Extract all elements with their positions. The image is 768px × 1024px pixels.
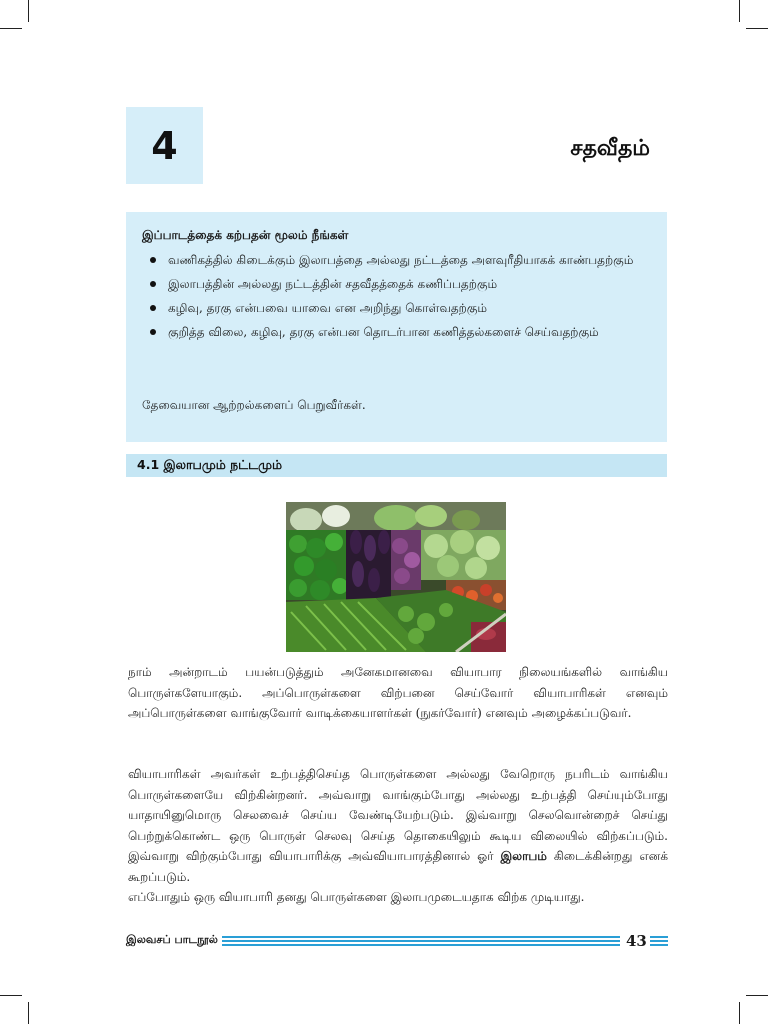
objective-item	[148, 272, 655, 296]
objective-text: கழிவு, தரகு என்பவை யாவை என அறிந்து கொள்வதற்கும்	[168, 301, 488, 315]
paragraph: நாம் அன்றாடம் பயன்படுத்தும் அனேகமானவை வியாபார நிலையங்களில் வாங்கிய பொருள்களேயாகும். அப்பொருள்களை விற்பனை செய்வோர் வியாபாரிகள் எனவும் அப்பொருள்களை வாங்குவோர் வாடிக்கையாளர்கள் (நுகர்வோர்) எனவும் அழைக்கப்படுவர்.	[128, 665, 668, 720]
footer-decoration	[222, 936, 620, 948]
page-number-decoration	[650, 936, 668, 948]
bold-term: இலாபம்	[500, 849, 547, 863]
chapter-title: சதவீதம்	[570, 136, 650, 161]
crop-mark	[746, 28, 768, 29]
crop-mark	[28, 0, 29, 22]
page-number: 43	[626, 932, 647, 950]
chapter-number: 4	[151, 123, 178, 168]
bullet-icon	[150, 257, 156, 263]
bullet-icon	[150, 281, 156, 287]
paragraph-text: கிடைக்கின்றது எனக் கூறப்படும்.	[128, 849, 668, 884]
paragraph-text: வியாபாரிகள் அவர்கள் உற்பத்திசெய்த பொருள்களை அல்லது வேறொரு நபரிடம் வாங்கிய பொருள்களையே விற்கின்றனர். அவ்வாறு வாங்கும்போது அல்லது உற்பத்தி செய்யும்போது யாதாயினுமொரு செலவைச் செய்ய வேண்டியேற்படும். இவ்வாறு செலவொன்றைச் செய்து பெற்றுக்கொண்ட ஒரு பொருள் செலவு செய்த தொகையிலும் கூடிய விலையில் விற்கப்படும். இவ்வாறு விற்கும்போது வியாபாரிக்கு அவ்வியாபாரத்தினால் ஓர்	[128, 767, 668, 863]
crop-mark	[739, 0, 740, 22]
crop-mark	[0, 995, 22, 996]
objective-text: வணிகத்தில் கிடைக்கும் இலாபத்தை அல்லது நட்டத்தை அளவுரீதியாகக் காண்பதற்கும்	[168, 253, 634, 267]
crop-mark	[28, 1002, 29, 1024]
objective-item	[148, 320, 655, 344]
crop-mark	[739, 1002, 740, 1024]
objective-text: இலாபத்தின் அல்லது நட்டத்தின் சதவீதத்தைக் கணிப்பதற்கும்	[168, 277, 498, 291]
vegetable-market-photo	[286, 502, 506, 652]
objective-text: குறித்த விலை, கழிவு, தரகு என்பன தொடர்பான கணித்தல்களைச் செய்வதற்கும்	[168, 325, 599, 339]
paragraph-text: எப்போதும் ஒரு வியாபாரி தனது பொருள்களை இலாபமுடையதாக விற்க முடியாது.	[128, 890, 585, 904]
bullet-icon	[150, 329, 156, 335]
footer-label: இலவசப் பாடநூல்	[126, 933, 218, 946]
bullet-icon	[150, 305, 156, 311]
chapter-number-box	[126, 107, 203, 184]
crop-mark	[0, 28, 22, 29]
objectives-footer: தேவையான ஆற்றல்களைப் பெறுவீர்கள்.	[142, 398, 366, 412]
objectives-list	[148, 248, 655, 344]
crop-mark	[746, 995, 768, 996]
section-heading-bar	[126, 454, 667, 477]
objective-item	[148, 296, 655, 320]
learning-objectives-box	[126, 212, 667, 442]
objective-item	[148, 248, 655, 272]
section-title: 4.1 இலாபமும் நட்டமும்	[137, 457, 283, 472]
paragraph	[128, 764, 668, 908]
objectives-heading: இப்பாடத்தைக் கற்பதன் மூலம் நீங்கள்	[142, 228, 349, 242]
